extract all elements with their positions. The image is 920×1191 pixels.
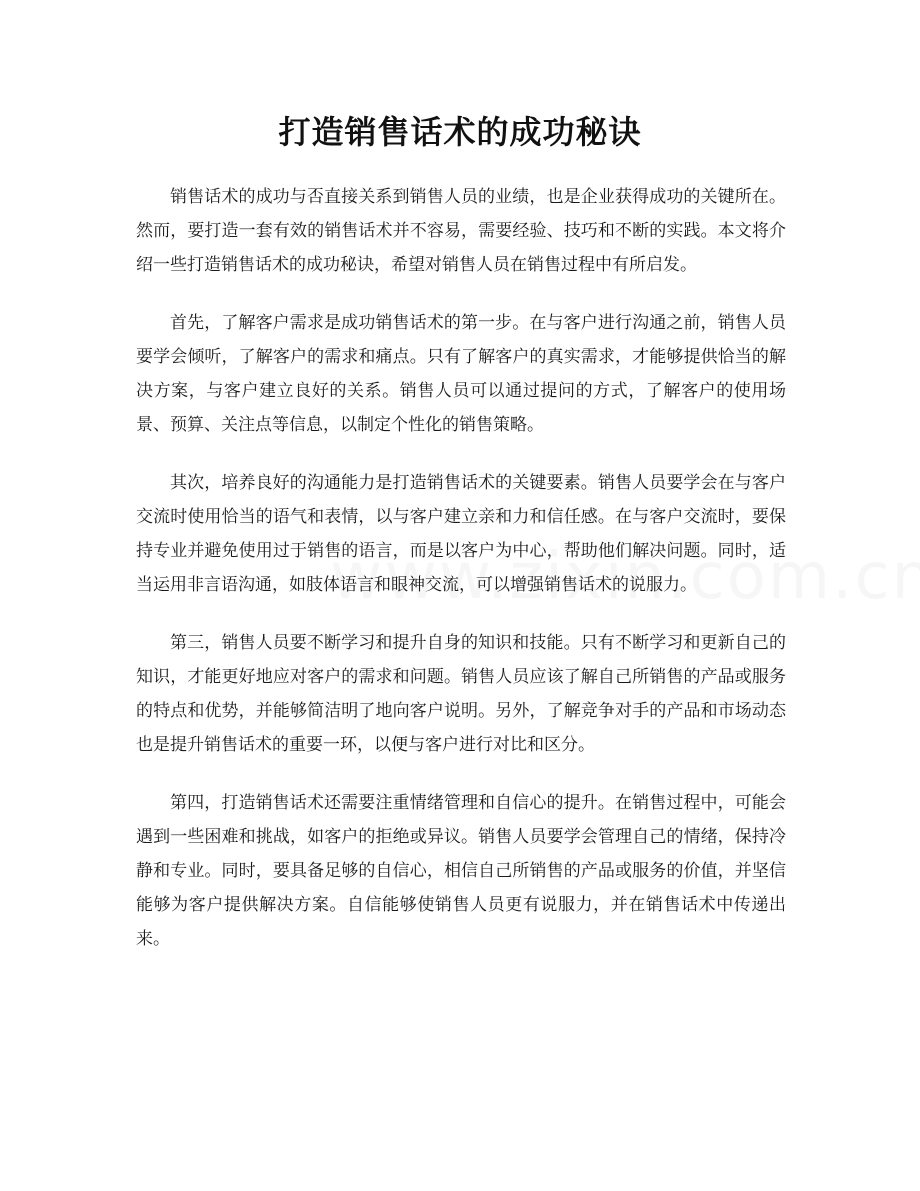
paragraph-second: 其次，培养良好的沟通能力是打造销售话术的关键要素。销售人员要学会在与客户交流时使用恰当的语气和表情，以与客户建立亲和力和信任感。在与客户交流时，要保持专业并避免使用过于销售的语言，而是以客户为中心，帮助他们解决问题。同时，适当运用非言语沟通，如肢体语言和眼神交流，可以增强销售话术的说服力。 xyxy=(136,473,786,595)
document-body xyxy=(136,180,786,980)
paragraph-first: 首先，了解客户需求是成功销售话术的第一步。在与客户进行沟通之前，销售人员要学会倾听，了解客户的需求和痛点。只有了解客户的真实需求，才能够提供恰当的解决方案，与客户建立良好的关系。销售人员可以通过提问的方式，了解客户的使用场景、预算、关注点等信息，以制定个性化的销售策略。 xyxy=(136,313,786,435)
page-title: 打造销售话术的成功秘诀 xyxy=(278,113,642,151)
paragraph-intro: 销售话术的成功与否直接关系到销售人员的业绩，也是企业获得成功的关键所在。然而，要打造一套有效的销售话术并不容易，需要经验、技巧和不断的实践。本文将介绍一些打造销售话术的成功秘诀，希望对销售人员在销售过程中有所启发。 xyxy=(136,187,786,275)
paragraph-fourth: 第四，打造销售话术还需要注重情绪管理和自信心的提升。在销售过程中，可能会遇到一些困难和挑战，如客户的拒绝或异议。销售人员要学会管理自己的情绪，保持冷静和专业。同时，要具备足够的自信心，相信自己所销售的产品或服务的价值，并坚信能够为客户提供解决方案。自信能够使销售人员更有说服力，并在销售话术中传递出来。 xyxy=(136,793,786,949)
paragraph-third: 第三，销售人员要不断学习和提升自身的知识和技能。只有不断学习和更新自己的知识，才能更好地应对客户的需求和问题。销售人员应该了解自己所销售的产品或服务的特点和优势，并能够简洁明了地向客户说明。另外，了解竞争对手的产品和市场动态也是提升销售话术的重要一环，以便与客户进行对比和区分。 xyxy=(136,633,786,755)
